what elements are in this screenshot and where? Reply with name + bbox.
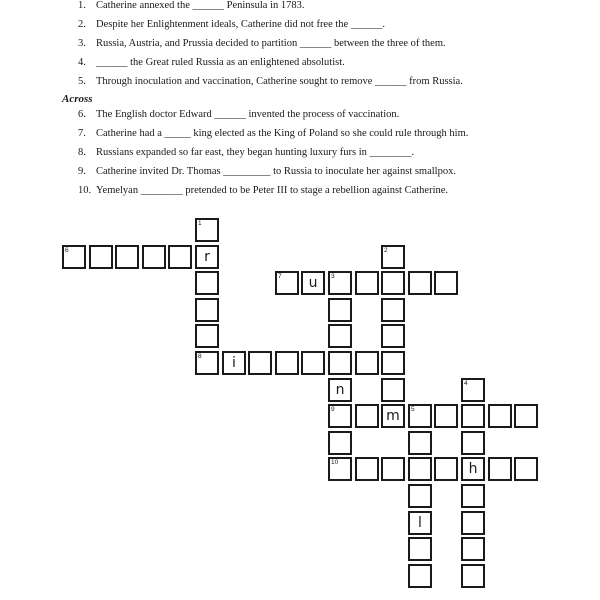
crossword-cell[interactable]: [328, 404, 352, 428]
crossword-cell[interactable]: [195, 324, 219, 348]
across-clue-9: 9. Catherine invited Dr. Thomas _________ to Russia to inoculate her against smallpox.: [78, 166, 456, 177]
crossword-cell[interactable]: [408, 457, 432, 481]
crossword-cell[interactable]: [381, 378, 405, 402]
crossword-cell[interactable]: [195, 351, 219, 375]
crossword-cell[interactable]: [461, 457, 485, 481]
cell-letter: n: [335, 382, 345, 398]
crossword-cell[interactable]: [301, 351, 325, 375]
crossword-cell[interactable]: [461, 404, 485, 428]
clue-number: 2: [384, 247, 388, 254]
clue-number: 1: [198, 220, 202, 227]
crossword-cell[interactable]: [301, 271, 325, 295]
crossword-cell[interactable]: [461, 511, 485, 535]
crossword-cell[interactable]: [461, 564, 485, 588]
clue-number: 7: [278, 273, 282, 280]
crossword-cell[interactable]: [461, 484, 485, 508]
crossword-cell[interactable]: [461, 378, 485, 402]
across-heading: Across: [62, 93, 93, 105]
crossword-cell[interactable]: [408, 511, 432, 535]
crossword-cell[interactable]: [381, 298, 405, 322]
crossword-cell[interactable]: [514, 457, 538, 481]
crossword-cell[interactable]: [89, 245, 113, 269]
crossword-cell[interactable]: [408, 564, 432, 588]
crossword-cell[interactable]: [355, 351, 379, 375]
crossword-cell[interactable]: [328, 324, 352, 348]
crossword-cell[interactable]: [355, 271, 379, 295]
crossword-cell[interactable]: [328, 271, 352, 295]
crossword-cell[interactable]: [328, 431, 352, 455]
crossword-cell[interactable]: [408, 484, 432, 508]
cell-letter: r: [204, 249, 210, 265]
crossword-cell[interactable]: [381, 271, 405, 295]
crossword-cell[interactable]: [275, 351, 299, 375]
crossword-cell[interactable]: [195, 218, 219, 242]
across-clue-7: 7. Catherine had a _____ king elected as the King of Poland so she could rule through him.: [78, 128, 469, 139]
crossword-cell[interactable]: [434, 271, 458, 295]
crossword-cell[interactable]: [222, 351, 246, 375]
down-clue-1: 1. Catherine annexed the ______ Peninsula in 1783.: [78, 0, 305, 11]
cell-letter: m: [386, 408, 400, 424]
crossword-cell[interactable]: [195, 245, 219, 269]
crossword-cell[interactable]: [381, 245, 405, 269]
across-clue-10: 10. Yemelyan ________ pretended to be Peter III to stage a rebellion against Catherine.: [78, 185, 449, 196]
clue-number: 8: [198, 353, 202, 360]
across-clue-8: 8. Russians expanded so far east, they began hunting luxury furs in ________.: [78, 147, 415, 158]
crossword-cell[interactable]: [488, 404, 512, 428]
crossword-cell[interactable]: [381, 457, 405, 481]
cell-letter: h: [468, 461, 478, 477]
crossword-cell[interactable]: [408, 431, 432, 455]
down-clue-4: 4. ______ the Great ruled Russia as an enlightened absolutist.: [78, 57, 345, 68]
clue-number: 10: [331, 459, 339, 466]
clue-number: 6: [65, 247, 69, 254]
cell-letter: l: [418, 515, 422, 531]
crossword-cell[interactable]: [434, 457, 458, 481]
clue-number: 9: [331, 406, 335, 413]
clue-number: 4: [464, 380, 468, 387]
crossword-cell[interactable]: [195, 298, 219, 322]
crossword-cell[interactable]: [195, 271, 219, 295]
crossword-cell[interactable]: [115, 245, 139, 269]
crossword-cell[interactable]: [514, 404, 538, 428]
crossword-cell[interactable]: [328, 351, 352, 375]
crossword-cell[interactable]: [328, 378, 352, 402]
crossword-cell[interactable]: [355, 457, 379, 481]
crossword-cell[interactable]: [408, 404, 432, 428]
down-clue-5: 5. Through inoculation and vaccination, Catherine sought to remove ______ from Russia.: [78, 76, 463, 87]
clue-number: 5: [411, 406, 415, 413]
crossword-cell[interactable]: [62, 245, 86, 269]
crossword-cell[interactable]: [408, 537, 432, 561]
crossword-cell[interactable]: [408, 271, 432, 295]
crossword-cell[interactable]: [461, 431, 485, 455]
crossword-cell[interactable]: [488, 457, 512, 481]
crossword-cell[interactable]: [248, 351, 272, 375]
crossword-cell[interactable]: [461, 537, 485, 561]
crossword-cell[interactable]: [142, 245, 166, 269]
down-clue-3: 3. Russia, Austria, and Prussia decided to partition ______ between the three of them.: [78, 38, 446, 49]
across-clue-6: 6. The English doctor Edward ______ invented the process of vaccination.: [78, 109, 400, 120]
crossword-cell[interactable]: [168, 245, 192, 269]
down-clue-2: 2. Despite her Enlightenment ideals, Catherine did not free the ______.: [78, 19, 385, 30]
crossword-cell[interactable]: [381, 324, 405, 348]
crossword-cell[interactable]: [275, 271, 299, 295]
cell-letter: i: [232, 355, 236, 371]
crossword-cell[interactable]: [328, 298, 352, 322]
clue-number: 3: [331, 273, 335, 280]
crossword-cell[interactable]: [328, 457, 352, 481]
crossword-cell[interactable]: [381, 351, 405, 375]
cell-letter: u: [308, 275, 318, 291]
crossword-cell[interactable]: [434, 404, 458, 428]
crossword-cell[interactable]: [381, 404, 405, 428]
crossword-cell[interactable]: [355, 404, 379, 428]
